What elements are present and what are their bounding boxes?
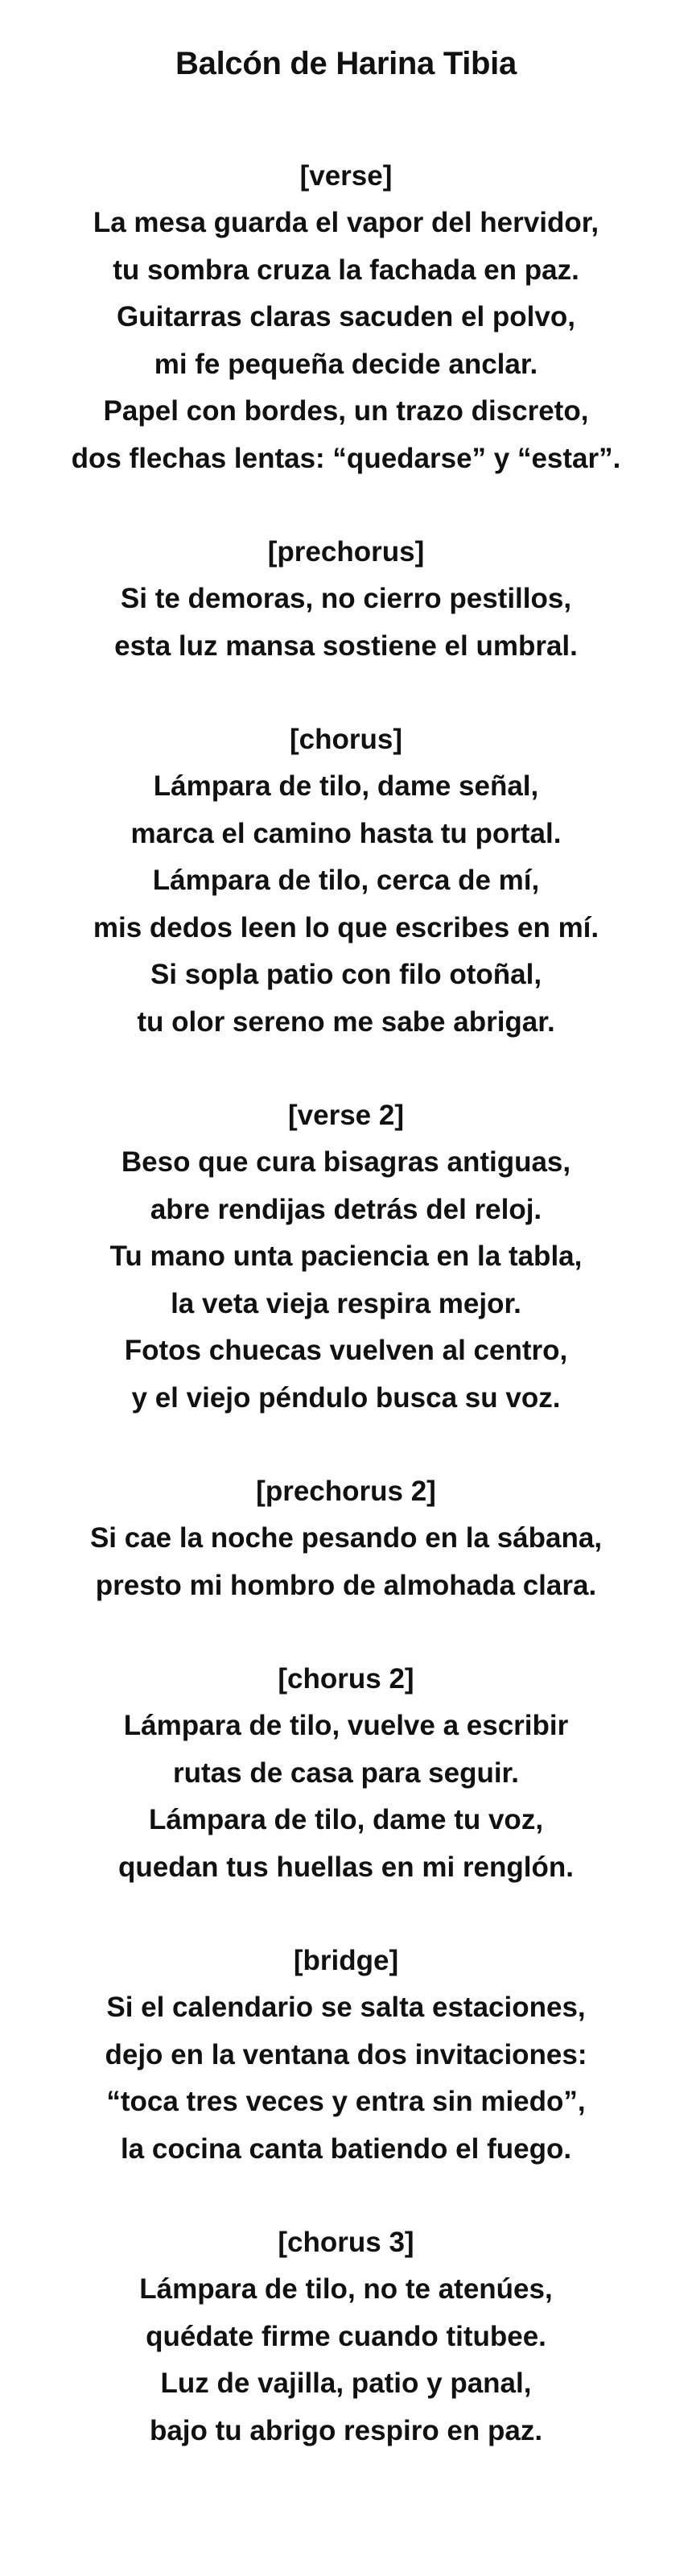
lyric-line: tu sombra cruza la fachada en paz.: [113, 254, 579, 286]
lyrics-section: [0, 1092, 692, 1422]
lyric-line: bajo tu abrigo respiro en paz.: [149, 2414, 543, 2446]
lyric-line: Fotos chuecas vuelven al centro,: [124, 1335, 568, 1366]
lyric-line: La mesa guarda el vapor del hervidor,: [93, 207, 599, 238]
lyric-line: mis dedos leen lo que escribes en mí.: [93, 911, 599, 943]
lyric-line: Lámpara de tilo, dame señal,: [153, 770, 539, 802]
lyric-line: Si el calendario se salta estaciones,: [106, 1992, 586, 2023]
lyric-line: esta luz mansa sostiene el umbral.: [114, 630, 578, 662]
lyric-line: Lámpara de tilo, cerca de mí,: [152, 865, 540, 896]
section-label: [prechorus 2]: [256, 1476, 436, 1507]
lyric-line: la veta vieja respira mejor.: [171, 1287, 521, 1319]
lyric-line: abre rendijas detrás del reloj.: [150, 1193, 542, 1225]
lyric-line: dos flechas lentas: “quedarse” y “estar”.: [71, 442, 621, 474]
lyric-line: Si cae la noche pesando en la sábana,: [89, 1522, 603, 1554]
lyric-line: tu olor sereno me sabe abrigar.: [137, 1005, 555, 1038]
section-label: [verse]: [299, 160, 393, 192]
lyrics-section: [0, 2219, 692, 2454]
lyric-line: dejo en la ventana dos invitaciones:: [105, 2038, 587, 2070]
lyric-line: marca el camino hasta tu portal.: [130, 817, 562, 849]
lyric-line: rutas de casa para seguir.: [173, 1757, 519, 1789]
section-label: [chorus 2]: [278, 1663, 414, 1695]
lyric-line: Papel con bordes, un trazo discreto,: [103, 395, 589, 427]
lyric-line: quédate firme cuando titubee.: [146, 2320, 546, 2352]
lyrics-section: [0, 716, 692, 1046]
lyric-line: Si sopla patio con filo otoñal,: [150, 959, 542, 990]
lyrics-body: [0, 153, 692, 2454]
lyric-line: y el viejo péndulo busca su voz.: [131, 1381, 561, 1414]
lyric-line: Si te demoras, no cierro pestillos,: [120, 583, 572, 614]
section-label: [chorus]: [290, 724, 402, 755]
lyric-line: presto mi hombro de almohada clara.: [95, 1569, 597, 1601]
lyric-line: Luz de vajilla, patio y panal,: [160, 2368, 532, 2399]
lyric-line: Tu mano unta paciencia en la tabla,: [109, 1241, 583, 1272]
lyric-line: “toca tres veces y entra sin miedo”,: [106, 2086, 586, 2117]
lyric-line: quedan tus huellas en mi renglón.: [118, 1851, 574, 1883]
lyrics-section: [0, 1468, 692, 1609]
section-label: [chorus 3]: [278, 2227, 414, 2258]
lyric-line: Beso que cura bisagras antiguas,: [121, 1146, 571, 1178]
lyric-line: mi fe pequeña decide anclar.: [154, 348, 538, 380]
section-label: [prechorus]: [267, 536, 425, 568]
lyric-line: Lámpara de tilo, no te atenúes,: [139, 2273, 553, 2305]
song-title: Balcón de Harina Tibia: [175, 46, 517, 81]
lyric-line: Lámpara de tilo, vuelve a escribir: [123, 1710, 569, 1741]
lyrics-section: [0, 1938, 692, 2173]
lyrics-section: [0, 153, 692, 482]
lyrics-section: [0, 529, 692, 670]
section-label: [bridge]: [293, 1945, 399, 1976]
lyric-line: Guitarras claras sacuden el polvo,: [117, 301, 575, 332]
lyric-line: la cocina canta batiendo el fuego.: [120, 2132, 572, 2165]
section-label: [verse 2]: [288, 1100, 404, 1131]
lyric-line: Lámpara de tilo, dame tu voz,: [148, 1804, 544, 1835]
lyrics-section: [0, 1656, 692, 1891]
